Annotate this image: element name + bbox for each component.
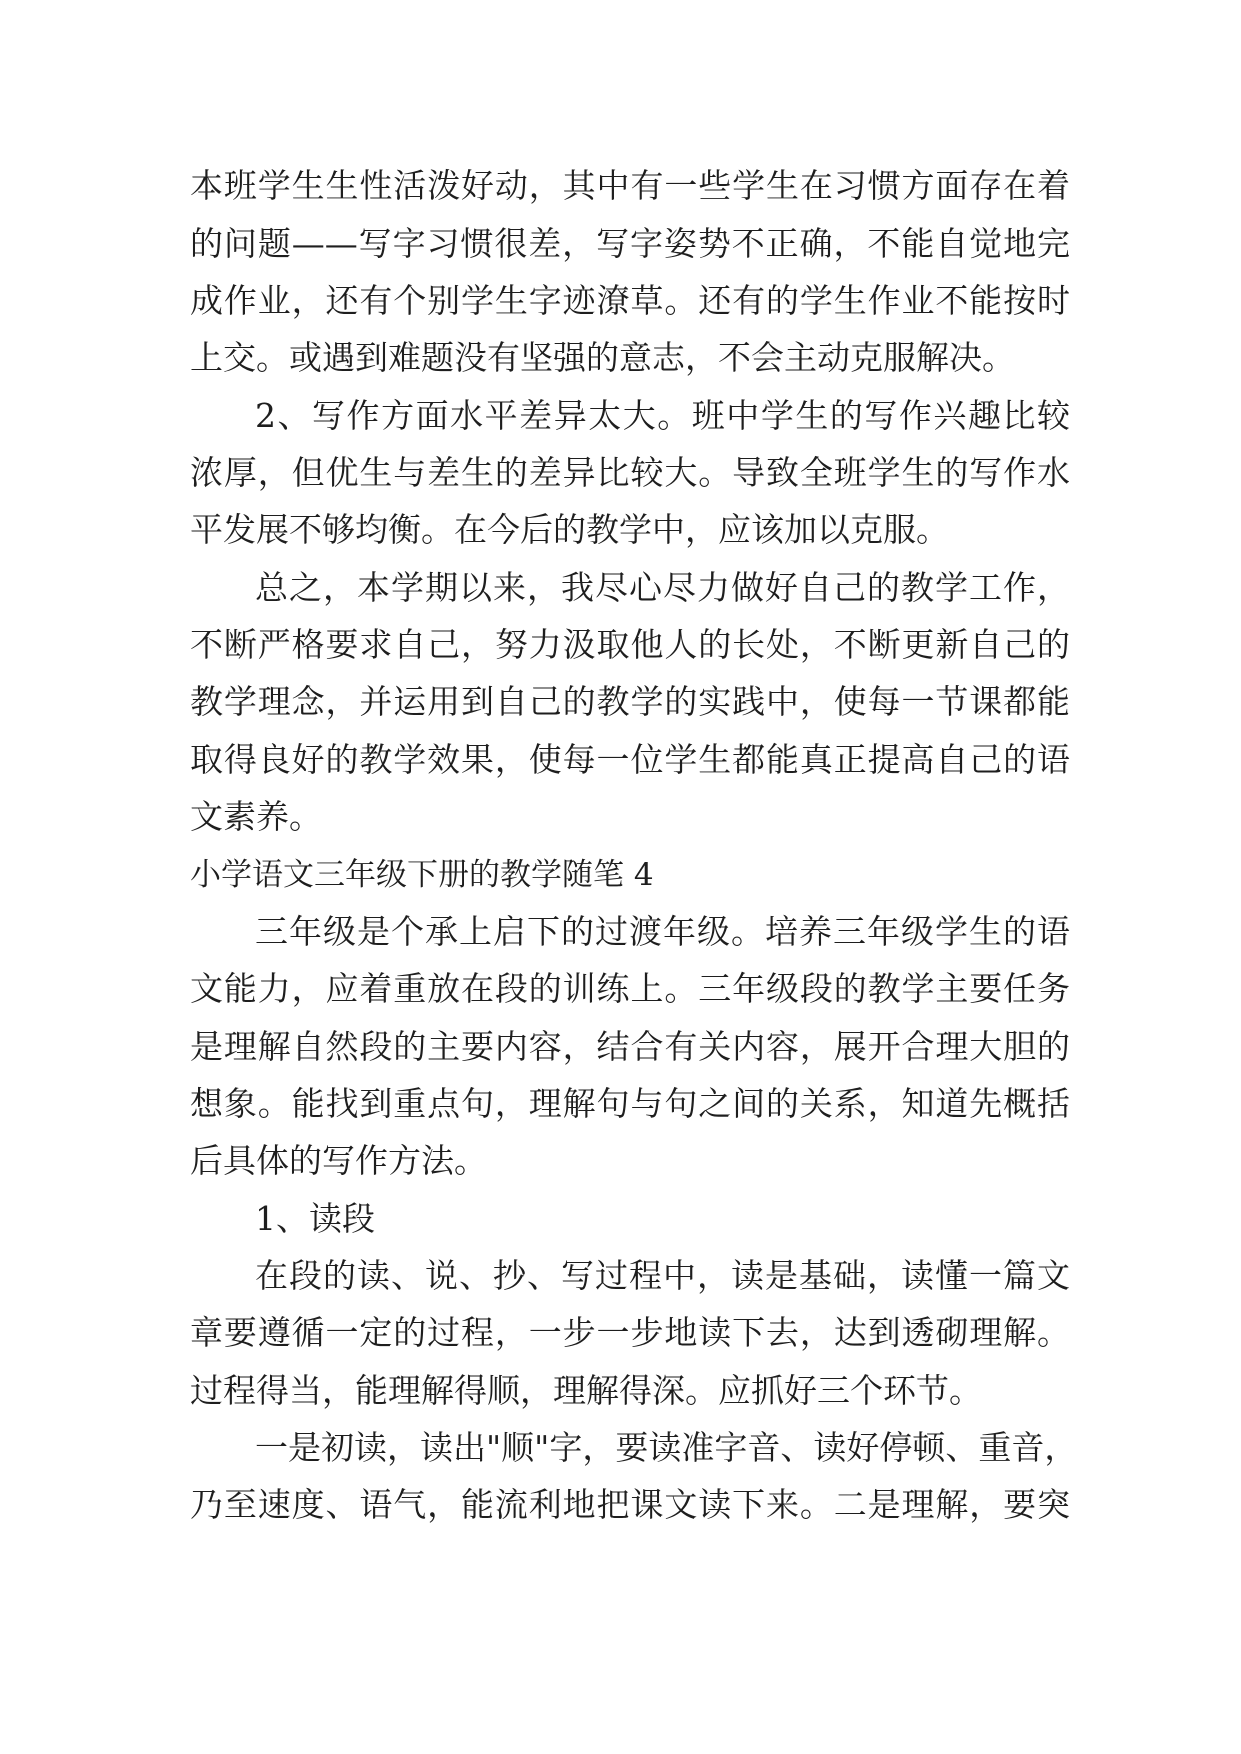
paragraph-line: 平发展不够均衡。在今后的教学中，应该加以克服。 bbox=[190, 510, 949, 549]
paragraph-line: 浓厚，但优生与差生的差异比较大。导致全班学生的写作水 bbox=[190, 453, 1070, 492]
paragraph-line: 三年级是个承上启下的过渡年级。培养三年级学生的语 bbox=[255, 912, 1070, 951]
paragraph-line: 不断严格要求自己，努力汲取他人的长处，不断更新自己的 bbox=[190, 625, 1070, 664]
paragraph-line: 取得良好的教学效果，使每一位学生都能真正提高自己的语 bbox=[190, 740, 1070, 779]
paragraph-line: 章要遵循一定的过程，一步一步地读下去，达到透砌理解。 bbox=[190, 1313, 1070, 1352]
paragraph-line: 想象。能找到重点句，理解句与句之间的关系，知道先概括 bbox=[190, 1084, 1070, 1123]
paragraph-line: 总之，本学期以来，我尽心尽力做好自己的教学工作， bbox=[255, 568, 1070, 607]
paragraph-line: 文素养。 bbox=[190, 797, 322, 836]
subheading-line: 1、读段 bbox=[255, 1199, 375, 1238]
paragraph-line: 后具体的写作方法。 bbox=[190, 1141, 487, 1180]
paragraph-line: 乃至速度、语气，能流利地把课文读下来。二是理解，要突 bbox=[190, 1485, 1070, 1524]
paragraph-line: 是理解自然段的主要内容，结合有关内容，展开合理大胆的 bbox=[190, 1027, 1070, 1066]
paragraph-line: 的问题——写字习惯很差，写字姿势不正确，不能自觉地完 bbox=[190, 224, 1070, 263]
paragraph-line: 过程得当，能理解得顺，理解得深。应抓好三个环节。 bbox=[190, 1371, 982, 1410]
paragraph-line: 上交。或遇到难题没有坚强的意志，不会主动克服解决。 bbox=[190, 338, 1015, 377]
paragraph-line: 一是初读，读出"顺"字，要读准字音、读好停顿、重音， bbox=[255, 1428, 1078, 1467]
section-heading: 小学语文三年级下册的教学随笔 4 bbox=[190, 857, 654, 893]
paragraph-line: 教学理念，并运用到自己的教学的实践中，使每一节课都能 bbox=[190, 682, 1070, 721]
paragraph-line: 2、写作方面水平差异太大。班中学生的写作兴趣比较 bbox=[255, 396, 1070, 435]
paragraph-line: 成作业，还有个别学生字迹潦草。还有的学生作业不能按时 bbox=[190, 281, 1070, 320]
paragraph-line: 本班学生生性活泼好动，其中有一些学生在习惯方面存在着 bbox=[190, 166, 1070, 205]
paragraph-line: 在段的读、说、抄、写过程中，读是基础，读懂一篇文 bbox=[255, 1256, 1070, 1295]
paragraph-line: 文能力，应着重放在段的训练上。三年级段的教学主要任务 bbox=[190, 969, 1070, 1008]
